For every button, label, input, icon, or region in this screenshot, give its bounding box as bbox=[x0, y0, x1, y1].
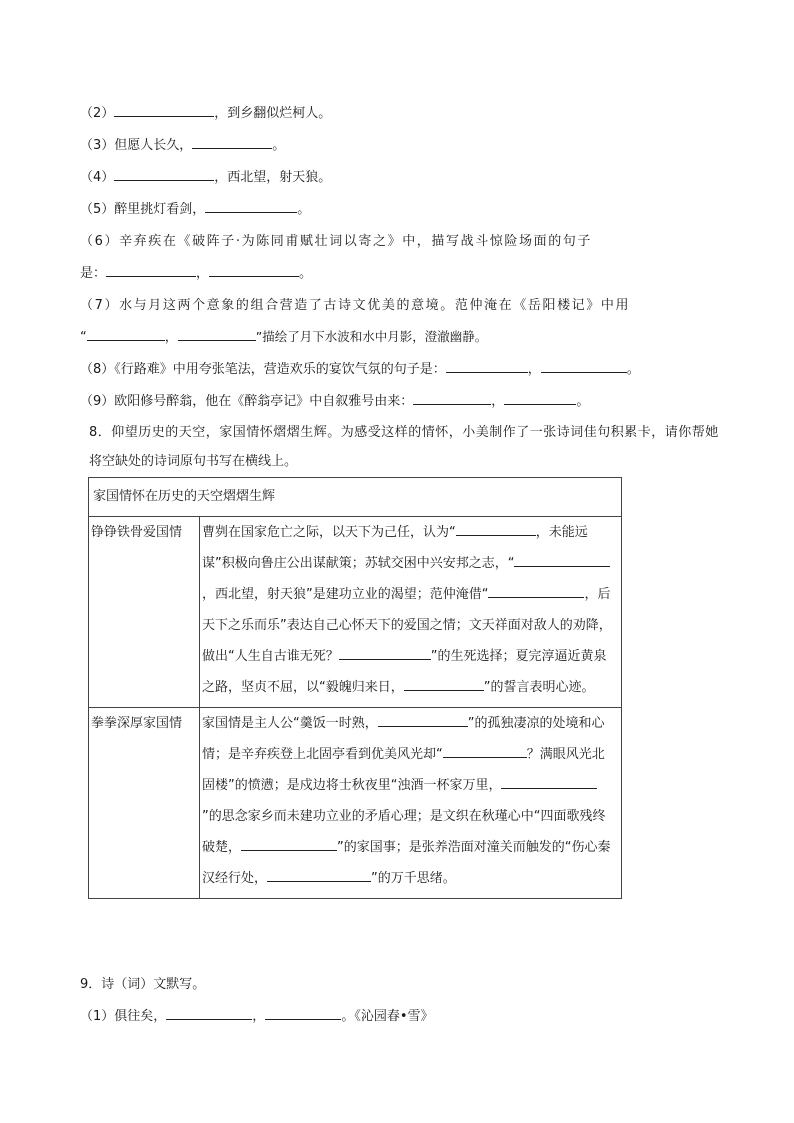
question-9-1 bbox=[80, 1005, 720, 1027]
answer-blank[interactable] bbox=[504, 390, 576, 405]
poetry-card-table bbox=[88, 477, 622, 899]
cell-text: ”的生死选择；夏完淳逼近黄泉之路，坚贞不屈，以“毅魄归来日， bbox=[202, 649, 607, 695]
line-text: 。 bbox=[576, 394, 590, 409]
answer-blank[interactable] bbox=[413, 390, 491, 405]
line-text: 《行路难》中用夸张笔法，营造欢乐的宴饮气氛的句子是： bbox=[114, 362, 446, 377]
cell-text: ”的万千思绪。 bbox=[371, 871, 456, 886]
line-text: “ bbox=[80, 330, 87, 345]
answer-blank[interactable] bbox=[209, 262, 299, 277]
line-text: 欧阳修号醉翁，他在《醉翁亭记》中自叙雅号由来： bbox=[114, 394, 414, 409]
answer-blank[interactable] bbox=[378, 712, 468, 727]
answer-blank[interactable] bbox=[446, 358, 528, 373]
card-row-content bbox=[200, 708, 622, 899]
line-text: 是： bbox=[80, 266, 107, 281]
question-7-6-answer bbox=[80, 262, 720, 284]
answer-blank[interactable] bbox=[166, 1005, 252, 1020]
question-7-8 bbox=[80, 358, 720, 380]
answer-blank[interactable] bbox=[114, 102, 214, 117]
question-7-2 bbox=[80, 102, 720, 124]
answer-blank[interactable] bbox=[178, 326, 256, 341]
cell-text: ，未能远谋”积极向鲁庄公出谋献策；苏轼交困中兴安邦之志，“ bbox=[202, 525, 588, 571]
cell-text: ，西北望，射天狼”是建功立业的渴望；范仲淹借“ bbox=[202, 587, 489, 602]
answer-blank[interactable] bbox=[488, 583, 584, 598]
line-text: ， bbox=[196, 266, 210, 281]
question-7-5 bbox=[80, 198, 720, 220]
answer-blank[interactable] bbox=[514, 552, 610, 567]
item-number: （1） bbox=[80, 1009, 115, 1024]
line-text: 。 bbox=[272, 138, 286, 153]
answer-blank[interactable] bbox=[192, 134, 272, 149]
line-text: 。 bbox=[626, 362, 640, 377]
answer-blank[interactable] bbox=[443, 743, 527, 758]
answer-blank[interactable] bbox=[87, 326, 165, 341]
cell-text: ”的孤独凄凉的处境和心情；是辛弃疾登上北固亭看到优美风光却“ bbox=[202, 716, 605, 762]
question-7-6: （6）辛弃疾在《破阵子·为陈同甫赋壮词以寄之》中，描写战斗惊险场面的句子 bbox=[80, 234, 593, 249]
card-row-content bbox=[200, 517, 622, 708]
cell-text: ”的思念家乡而未建功立业的矛盾心理；是文织在秋瑾心中“四面歌残终破楚， bbox=[202, 809, 606, 855]
cell-text: ，后天下之乐而乐”表达自己心怀天下的爱国之情；文天祥面对敌人的劝降，做出“人生自古谁无死？ bbox=[202, 587, 612, 664]
question-7-7: （7）水与月这两个意象的组合营造了古诗文优美的意境。范仲淹在《岳阳楼记》中用 bbox=[80, 298, 631, 313]
question-7-3 bbox=[80, 134, 720, 156]
answer-blank[interactable] bbox=[205, 198, 297, 213]
cell-text: ”的家国事；是张养浩面对潼关而触发的“伤心秦汉经行处， bbox=[202, 840, 611, 886]
answer-blank[interactable] bbox=[541, 358, 627, 373]
answer-blank[interactable] bbox=[456, 521, 536, 536]
line-text: ，西北望，射天狼。 bbox=[214, 170, 332, 185]
question-8-prompt-cont: 将空缺处的诗词原句书写在横线上。 bbox=[89, 454, 298, 469]
cell-text: 曹刿在国家危亡之际，以天下为己任，认为“ bbox=[202, 525, 456, 540]
line-text: ，到乡翻似烂柯人。 bbox=[214, 106, 332, 121]
item-number: （3） bbox=[80, 138, 115, 153]
line-text: ， bbox=[252, 1009, 266, 1024]
item-number: （2） bbox=[80, 106, 115, 121]
answer-blank[interactable] bbox=[265, 1005, 341, 1020]
answer-blank[interactable] bbox=[339, 645, 431, 660]
line-text: ， bbox=[491, 394, 505, 409]
category-label: 铮铮铁骨爱国情 bbox=[89, 517, 200, 708]
line-text: 俱往矣， bbox=[114, 1009, 167, 1024]
line-text: 。 bbox=[297, 202, 311, 217]
answer-blank[interactable] bbox=[114, 166, 214, 181]
question-9-prompt: 9．诗（词）文默写。 bbox=[80, 977, 206, 992]
question-7-7-answer bbox=[80, 326, 720, 348]
cell-text: ”的誓言表明心迹。 bbox=[483, 680, 595, 695]
line-text: 醉里挑灯看剑， bbox=[114, 202, 206, 217]
answer-blank[interactable] bbox=[404, 676, 484, 691]
question-7-4 bbox=[80, 166, 720, 188]
line-text: ”描绘了月下水波和水中月影，澄澈幽静。 bbox=[255, 329, 488, 344]
item-number: （9） bbox=[80, 394, 115, 409]
item-number: （5） bbox=[80, 202, 115, 217]
cell-text: 家国情是主人公“羹饭一时熟， bbox=[202, 716, 378, 731]
item-number: （8） bbox=[80, 362, 115, 377]
line-text: 但愿人长久， bbox=[114, 138, 193, 153]
cell-text: ？满眼风光北固楼”的愤懑；是戍边将士秋夜里“浊酒一杯家万里， bbox=[202, 747, 605, 793]
line-text: 。 bbox=[299, 266, 313, 281]
line-text: ， bbox=[527, 362, 541, 377]
answer-blank[interactable] bbox=[241, 836, 337, 851]
answer-blank[interactable] bbox=[501, 774, 597, 789]
card-title: 家国情怀在历史的天空熠熠生辉 bbox=[89, 478, 622, 517]
question-7-9 bbox=[80, 390, 720, 412]
answer-blank[interactable] bbox=[267, 867, 371, 882]
line-text: ， bbox=[164, 330, 178, 345]
item-number: （4） bbox=[80, 170, 115, 185]
question-8-prompt: 8．仰望历史的天空，家国情怀熠熠生辉。为感受这样的情怀，小美制作了一张诗词佳句积累卡，请你帮她 bbox=[89, 425, 719, 440]
category-label: 拳拳深厚家国情 bbox=[89, 708, 200, 899]
line-text: 。《沁园春•雪》 bbox=[341, 1009, 434, 1024]
answer-blank[interactable] bbox=[106, 262, 196, 277]
